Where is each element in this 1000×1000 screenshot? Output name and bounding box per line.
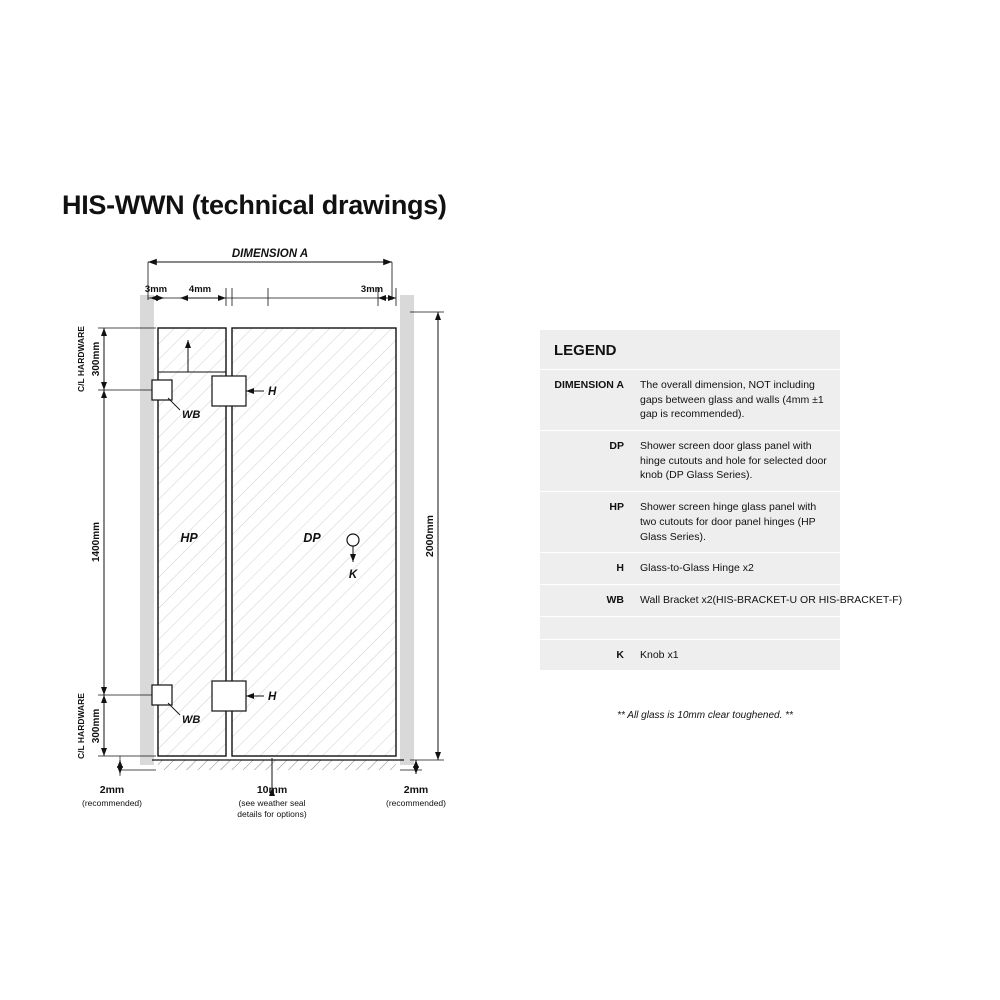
legend-value: Shower screen hinge glass panel with two cutouts for door panel hinges (HP Glass Series).	[640, 501, 817, 543]
legend-key	[540, 617, 632, 639]
bottom-dim-right-value: 2mm	[403, 784, 429, 796]
legend-row	[540, 431, 840, 492]
legend-key: WB	[606, 593, 624, 606]
technical-drawing	[60, 240, 480, 850]
right-wall	[400, 295, 414, 765]
legend-row	[540, 492, 840, 553]
legend-key: DP	[609, 440, 624, 453]
legend-key: K	[616, 648, 624, 661]
legend-value	[632, 617, 840, 639]
wall-bracket-top	[152, 380, 172, 400]
right-dim-2000: 2000mm	[424, 514, 436, 558]
hinge-top-label: H	[268, 386, 277, 398]
legend-value: Shower screen door glass panel with hinge cutouts and hole for selected door knob (DP Glass Series).	[640, 440, 827, 482]
page-title: HIS-WWN (technical drawings)	[62, 190, 447, 220]
left-dim-300-bottom: 300mm	[91, 708, 102, 744]
legend-value: Knob x1	[640, 648, 679, 661]
legend-panel	[540, 330, 903, 670]
bottom-dim-mid-note: (see weather seal	[238, 798, 306, 808]
legend-row	[540, 553, 840, 585]
gap-middle-label: 4mm	[188, 284, 212, 295]
legend-key: HP	[609, 501, 624, 514]
left-dim-1400: 1400mm	[91, 521, 102, 563]
wall-bracket-top-label: WB	[182, 409, 201, 421]
left-dim-300-top-note: C/L HARDWARE	[76, 326, 86, 392]
gap-left-label: 3mm	[144, 284, 168, 295]
legend-value: The overall dimension, NOT including gaps between glass and walls (4mm ±1 gap is recommended).	[640, 379, 824, 421]
legend-key: H	[616, 562, 624, 575]
hinge-top	[212, 376, 246, 406]
legend-heading: LEGEND	[540, 330, 840, 370]
legend-row	[540, 370, 840, 431]
floor-hatch	[158, 760, 396, 770]
legend-row	[540, 585, 903, 617]
gap-right-label: 3mm	[360, 284, 384, 295]
door-panel-label: DP	[303, 531, 321, 545]
bottom-dim-mid-value: 10mm	[256, 784, 288, 796]
knob-hole	[347, 534, 359, 546]
left-dim-300-bottom-note: C/L HARDWARE	[76, 693, 86, 759]
knob-label: K	[348, 569, 358, 581]
dimension-a-label: DIMENSION A	[231, 248, 309, 260]
legend-key: DIMENSION A	[554, 379, 624, 391]
left-dim-300-top: 300mm	[91, 341, 102, 377]
hinge-bottom-label: H	[268, 691, 277, 703]
legend-value: Glass-to-Glass Hinge x2	[640, 562, 754, 575]
legend-row	[540, 640, 840, 671]
hinge-panel-label: HP	[180, 531, 198, 545]
wall-bracket-bottom	[152, 685, 172, 705]
hinge-bottom	[212, 681, 246, 711]
wall-bracket-bottom-label: WB	[182, 714, 201, 726]
bottom-dim-left-note: (recommended)	[82, 798, 142, 808]
legend-row-spacer	[540, 617, 840, 640]
bottom-dim-right-note: (recommended)	[386, 798, 446, 808]
bottom-dim-left-value: 2mm	[99, 784, 125, 796]
legend-value: Wall Bracket x2(HIS-BRACKET-U OR HIS-BRACKET-F)	[640, 593, 903, 606]
legend-footnote: ** All glass is 10mm clear toughened. **	[617, 710, 793, 721]
svg-text:details for options): details for options)	[237, 809, 307, 819]
